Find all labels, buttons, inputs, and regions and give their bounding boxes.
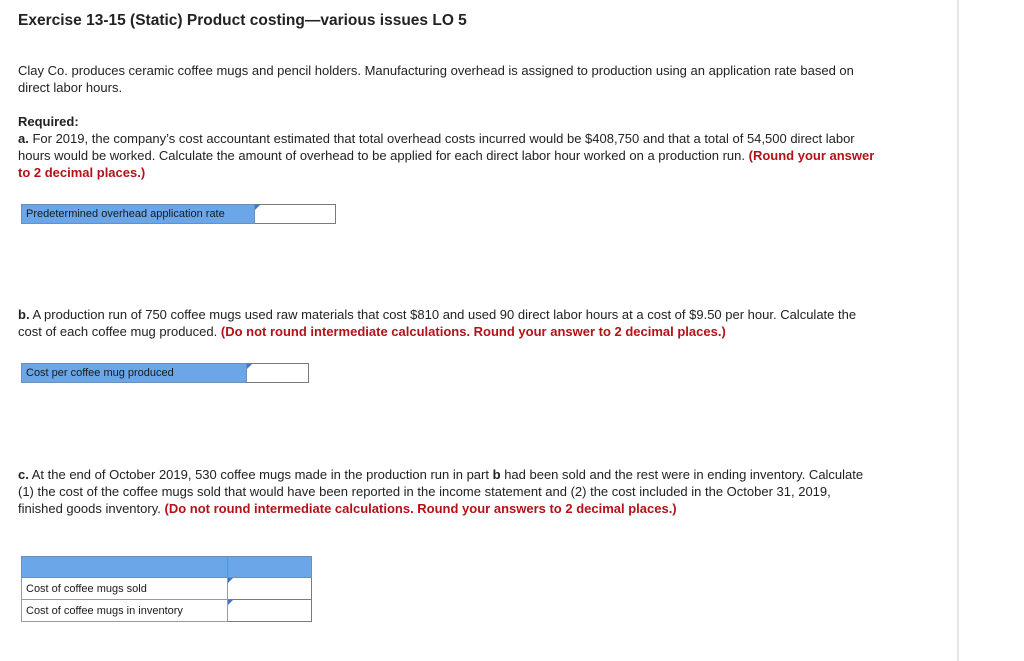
inventory-cost-input[interactable] (228, 600, 315, 621)
part-b-block (18, 306, 878, 340)
predetermined-rate-field[interactable] (255, 205, 339, 225)
right-divider (957, 0, 959, 661)
part-b-answer-row (21, 363, 309, 383)
cogs-label: Cost of coffee mugs sold (22, 578, 228, 600)
required-heading: Required: (18, 114, 79, 129)
table-row (22, 600, 312, 622)
table-header-row (22, 557, 312, 578)
part-b-text: A production run of 750 coffee mugs used raw materials that cost $810 and used 90 direct labor hours at a cost of $9.50 per hour. Calculate the cost of each coffee mug produced. (18, 307, 857, 339)
part-a-answer-row (21, 204, 336, 224)
part-c-letter: c. (18, 467, 29, 482)
part-a-text: For 2019, the company’s cost accountant estimated that total overhead costs incurred would be $408,750 and that a total of 54,500 direct labor hours would be worked. Calculate the amount of overhead to be applied for each direct labor hour worked on a production run. (18, 131, 855, 163)
part-a-answer-label: Predetermined overhead application rate (21, 204, 255, 224)
inventory-input-cell[interactable] (228, 600, 312, 622)
inventory-cost-label: Cost of coffee mugs in inventory (22, 600, 228, 622)
part-b-letter: b. (18, 307, 30, 322)
input-flag-icon (255, 205, 260, 210)
part-c-answer-table (21, 556, 312, 622)
part-c-instruction: (Do not round intermediate calculations. Round your answers to 2 decimal places.) (164, 501, 677, 516)
cost-per-mug-input[interactable] (247, 363, 309, 383)
table-header-value-cell (228, 557, 312, 578)
part-b-instruction: (Do not round intermediate calculations. Round your answer to 2 decimal places.) (220, 324, 726, 339)
intro-text: Clay Co. produces ceramic coffee mugs and pencil holders. Manufacturing overhead is assigned to production using an application rate based on direct labor hours. (18, 63, 854, 95)
cogs-input-cell[interactable] (228, 578, 312, 600)
part-a-instruction: (Round your answer to 2 decimal places.) (18, 148, 875, 180)
part-b-answer-label: Cost per coffee mug produced (21, 363, 247, 383)
cost-per-mug-field[interactable] (247, 364, 312, 384)
input-flag-icon (247, 364, 252, 369)
exercise-title: Exercise 13-15 (Static) Product costing—various issues LO 5 (18, 12, 467, 29)
table-row (22, 578, 312, 600)
part-c-block (18, 466, 878, 517)
part-c-text-after: had been sold and the rest were in ending inventory. Calculate (1) the cost of the coffee mugs sold that would have been reported in the income statement and (2) the cost included in the October 31, 2019, finished goods inventory. (18, 467, 864, 516)
part-a-letter: a. (18, 131, 29, 146)
part-c-bold-ref: b (492, 467, 501, 482)
part-c-text-before: At the end of October 2019, 530 coffee mugs made in the production run in part (31, 467, 489, 482)
table-header-label-cell (22, 557, 228, 578)
input-flag-icon (228, 600, 233, 605)
input-flag-icon (228, 578, 233, 583)
part-a-block (18, 113, 878, 181)
predetermined-rate-input[interactable] (255, 204, 336, 224)
cogs-input[interactable] (228, 578, 315, 599)
